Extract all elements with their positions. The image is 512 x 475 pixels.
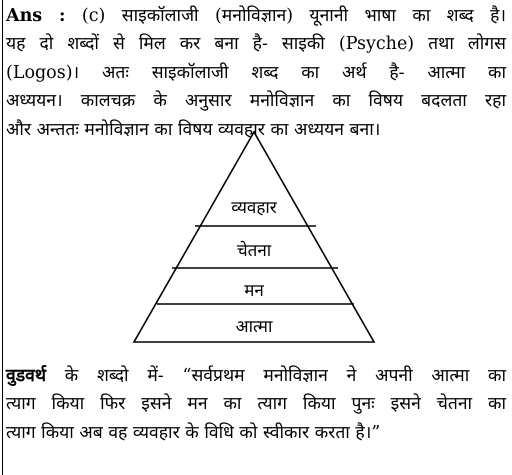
pyramid-level-soul: आत्मा xyxy=(235,317,273,337)
answer-line-4: अध्ययन। कालचक्र के अनुसार मनोविज्ञान का विषय बदलता रहा xyxy=(6,91,506,112)
quote-author: वुडवर्थ xyxy=(6,366,47,386)
quote-line-3: त्याग किया अब वह व्यवहार के विधि को स्वीकार करता है।” xyxy=(6,422,381,443)
pyramid-level-consciousness: चेतना xyxy=(236,241,272,261)
answer-prefix: Ans : xyxy=(6,6,66,26)
answer-line-3: (Logos)। अतः साइकॉलाजी शब्द का अर्थ है- आत्मा का xyxy=(6,62,506,83)
answer-line-1: Ans : (c) साइकॉलाजी (मनोविज्ञान) यूनानी भाषा का शब्द है। xyxy=(6,6,506,26)
answer-line-5: और अन्ततः मनोविज्ञान का विषय व्यवहार का अध्ययन बना। xyxy=(6,119,381,140)
pyramid-outline xyxy=(134,132,374,342)
quote-paragraph xyxy=(6,362,506,447)
quote-line-1: वुडवर्थ के शब्दो में- “सर्वप्रथम मनोविज्ञान ने अपनी आत्मा का xyxy=(6,366,506,386)
quote-line-2: त्याग किया फिर इसने मन का त्याग किया पुनः इसने चेतना का xyxy=(6,394,506,415)
answer-line-2: यह दो शब्दों से मिल कर बना है- साइकी (Psyche) तथा लोगस xyxy=(6,34,506,55)
pyramid-level-mind: मन xyxy=(244,281,264,301)
pyramid-level-behavior: व्यवहार xyxy=(231,198,277,218)
